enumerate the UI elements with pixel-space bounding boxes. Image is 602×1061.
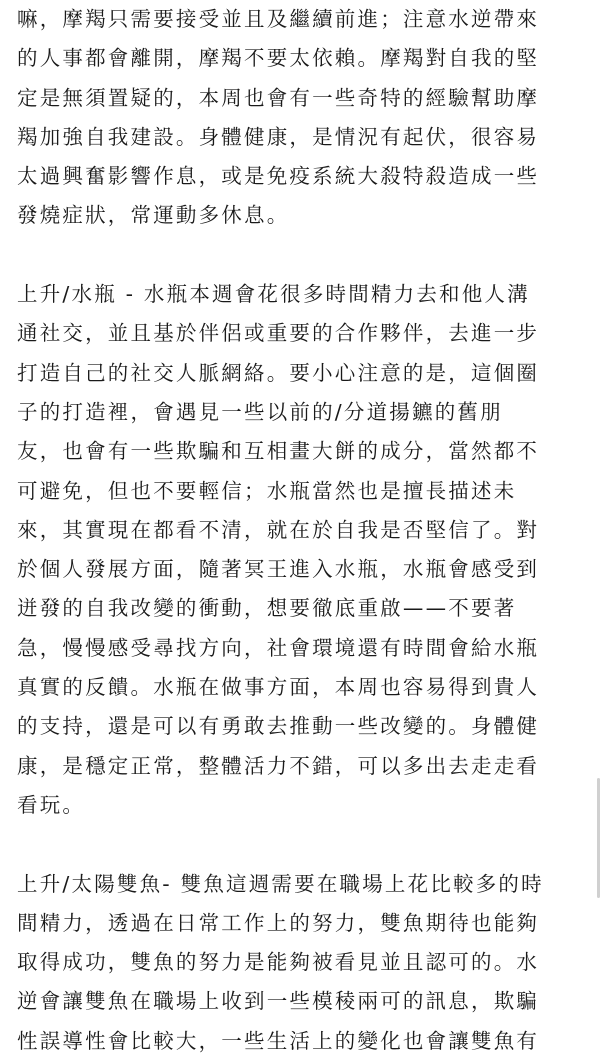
text-line: 可避免，但也不要輕信；水瓶當然也是擅長描述未 bbox=[17, 478, 517, 503]
text-line: 子的打造裡，會遇見一些以前的/分道揚鑣的舊朋 bbox=[17, 399, 503, 424]
text-line: 嘛，摩羯只需要接受並且及繼續前進；注意水逆帶來 bbox=[17, 7, 540, 31]
text-line: 友，也會有一些欺騙和互相畫大餅的成分，當然都不 bbox=[17, 439, 540, 464]
text-line: 定是無須置疑的，本周也會有一些奇特的經驗幫助摩 bbox=[17, 85, 540, 110]
scrollbar-thumb[interactable] bbox=[597, 778, 600, 898]
text-line: 太過興奮影響作息，或是免疫系統大殺特殺造成一些 bbox=[17, 164, 540, 189]
text-line: 取得成功，雙魚的努力是能夠被看見並且認可的。水 bbox=[17, 950, 540, 975]
paragraph-pisces bbox=[17, 865, 589, 1061]
paragraph-capricorn bbox=[17, 0, 589, 236]
text-line: 羯加強自我建設。身體健康，是情況有起伏，很容易 bbox=[17, 124, 540, 149]
paragraph-gap bbox=[17, 236, 589, 275]
text-line: 打造自己的社交人脈網絡。要小心注意的是，這個圈 bbox=[17, 360, 540, 385]
text-line: 上升/水瓶 - 水瓶本週會花很多時間精力去和他人溝 bbox=[17, 282, 530, 307]
text-line: 來，其實現在都看不清，就在於自我是否堅信了。對 bbox=[17, 517, 540, 542]
text-line: 間精力，透過在日常工作上的努力，雙魚期待也能夠 bbox=[17, 910, 540, 935]
text-line: 逆會讓雙魚在職場上收到一些模稜兩可的訊息，欺騙 bbox=[17, 989, 540, 1014]
text-line: 性誤導性會比較大，一些生活上的變化也會讓雙魚有 bbox=[17, 1028, 540, 1053]
text-line: 的支持，還是可以有勇敢去推動一些改變的。身體健 bbox=[17, 714, 540, 739]
paragraph-aquarius bbox=[17, 275, 589, 825]
paragraph-gap bbox=[17, 825, 589, 864]
text-line: 看玩。 bbox=[17, 792, 86, 817]
text-line: 於個人發展方面，隨著冥王進入水瓶，水瓶會感受到 bbox=[17, 557, 540, 582]
text-line: 上升/太陽雙魚- 雙魚這週需要在職場上花比較多的時 bbox=[17, 871, 544, 896]
text-line: 發燒症狀，常運動多休息。 bbox=[17, 203, 290, 228]
text-line: 迸發的自我改變的衝動，想要徹底重啟——不要著 bbox=[17, 596, 517, 621]
text-line: 真實的反饋。水瓶在做事方面，本周也容易得到貴人 bbox=[17, 675, 540, 700]
text-line: 通社交，並且基於伴侶或重要的合作夥伴，去進一步 bbox=[17, 321, 540, 346]
article-body bbox=[17, 0, 589, 1061]
text-line: 康，是穩定正常，整體活力不錯，可以多出去走走看 bbox=[17, 753, 540, 778]
text-line: 急，慢慢感受尋找方向，社會環境還有時間會給水瓶 bbox=[17, 635, 540, 660]
text-line: 的人事都會離開，摩羯不要太依賴。摩羯對自我的堅 bbox=[17, 46, 540, 71]
